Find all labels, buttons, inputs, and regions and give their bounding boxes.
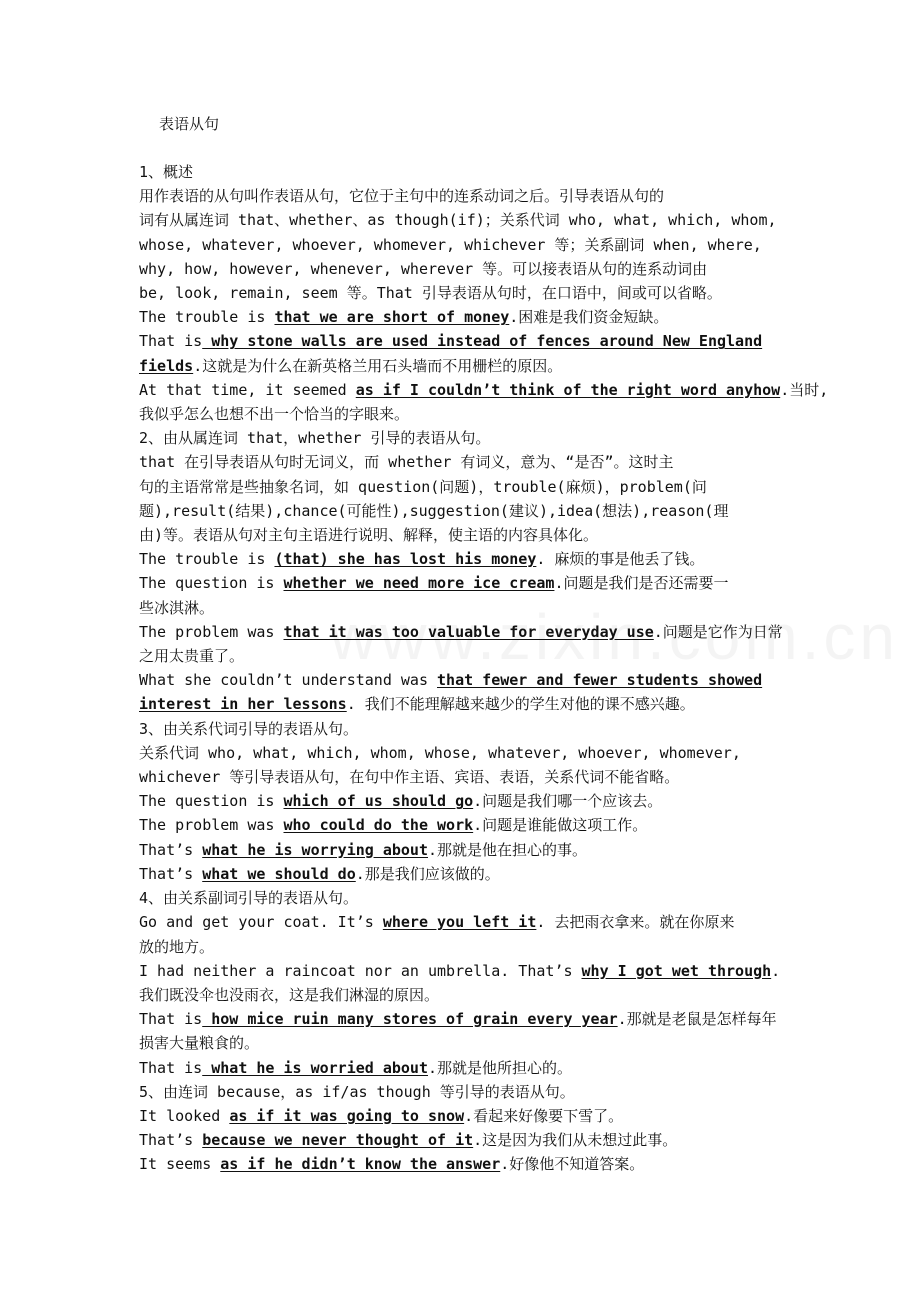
text-line	[139, 1152, 789, 1176]
text-segment: At that time, it seemed	[139, 380, 356, 399]
text-line	[139, 692, 789, 716]
text-segment: That is	[139, 1058, 203, 1077]
text-line	[139, 959, 789, 983]
underlined-clause: (that) she has lost his money	[274, 550, 537, 569]
text-line	[139, 596, 789, 620]
text-segment: 词有从属连词 that、whether、as though(if)；关系代词 who, what, which, whom,	[139, 211, 777, 230]
text-segment: 1、概述	[139, 163, 194, 181]
text-line	[139, 329, 789, 353]
underlined-clause: because we never thought of it	[202, 1131, 474, 1150]
text-segment: Go and get your coat. It’s	[139, 913, 383, 932]
text-segment: .问题是它作为日常	[653, 622, 783, 641]
text-line	[139, 281, 789, 305]
underlined-clause: whether we need more ice cream	[283, 574, 555, 593]
text-line	[139, 402, 789, 426]
text-segment: I had neither a raincoat nor an umbrella. That’s	[139, 961, 582, 980]
text-line	[139, 184, 789, 208]
text-line	[139, 208, 789, 232]
text-line	[139, 571, 789, 595]
text-line	[139, 741, 789, 765]
underlined-clause: why I got wet through	[581, 961, 772, 980]
text-line	[139, 1104, 789, 1128]
text-line	[139, 233, 789, 257]
text-segment: .问题是我们是否还需要一	[554, 574, 729, 593]
text-segment: The problem was	[139, 622, 284, 641]
text-segment: The trouble is	[139, 550, 275, 569]
text-line	[139, 862, 789, 886]
text-segment: That’s	[139, 1131, 203, 1150]
text-segment: . 我们不能理解越来越少的学生对他的课不感兴趣。	[346, 695, 695, 714]
document-title: 表语从句	[159, 115, 220, 133]
text-segment: 用作表语的从句叫作表语从句，它位于主句中的连系动词之后。引导表语从句的	[139, 187, 665, 206]
text-segment: 3、由关系代词引导的表语从句。	[139, 719, 359, 738]
underlined-clause: interest in her lessons	[139, 695, 347, 714]
text-segment: 句的主语常常是些抽象名词，如 question(问题)，trouble(麻烦)，problem(问	[139, 477, 707, 496]
text-line	[139, 354, 789, 378]
text-line	[139, 305, 789, 329]
text-segment: . 去把雨衣拿来。就在你原来	[536, 913, 735, 932]
text-segment: .当时,	[780, 380, 829, 399]
text-line	[139, 838, 789, 862]
text-segment: .困难是我们资金短缺。	[509, 308, 669, 327]
text-line	[139, 1031, 789, 1055]
document-body	[139, 160, 829, 1177]
underlined-clause: which of us should go	[283, 792, 474, 811]
text-segment: 4、由关系副词引导的表语从句。	[139, 889, 359, 908]
text-line	[139, 789, 789, 813]
text-line	[139, 1128, 789, 1152]
text-segment: It seems	[139, 1155, 221, 1174]
text-segment: The problem was	[139, 816, 284, 835]
text-line	[139, 1056, 789, 1080]
text-segment: .那是我们应该做的。	[355, 864, 500, 883]
text-segment: 放的地方。	[139, 937, 215, 956]
text-segment: why, how, however, whenever, wherever 等。可以接表语从句的连系动词由	[139, 259, 708, 278]
underlined-clause: that it was too valuable for everyday use	[283, 622, 654, 641]
text-line	[139, 620, 789, 644]
text-segment: 题),result(结果),chance(可能性),suggestion(建议),idea(想法),reason(理	[139, 501, 729, 520]
text-segment: That’s	[139, 840, 203, 859]
text-segment: .这就是为什么在新英格兰用石头墙而不用栅栏的原因。	[193, 356, 563, 375]
text-segment: It looked	[139, 1106, 230, 1125]
text-segment: 些冰淇淋。	[139, 598, 215, 617]
text-segment: that 在引导表语从句时无词义，而 whether 有词义，意为、“是否”。这时主	[139, 453, 674, 472]
text-line	[139, 644, 789, 668]
text-segment: What she couldn’t understand was	[139, 671, 438, 690]
underlined-clause: what we should do	[202, 864, 356, 883]
text-segment: .问题是谁能做这项工作。	[473, 816, 648, 835]
text-segment: That’s	[139, 864, 203, 883]
text-segment: .这是因为我们从未想过此事。	[473, 1131, 678, 1150]
underlined-clause: that fewer and fewer students showed	[437, 671, 763, 690]
text-segment: 我们既没伞也没雨衣，这是我们淋湿的原因。	[139, 985, 440, 1004]
text-segment: .那就是他所担心的。	[428, 1058, 573, 1077]
text-segment: 由)等。表语从句对主句主语进行说明、解释，使主语的内容具体化。	[139, 526, 599, 545]
text-line	[139, 668, 789, 692]
text-segment: 2、由从属连词 that，whether 引导的表语从句。	[139, 429, 491, 448]
text-segment: 5、由连词 because，as if/as though 等引导的表语从句。	[139, 1082, 575, 1101]
text-segment: 损害大量粮食的。	[139, 1034, 260, 1053]
text-line	[139, 910, 789, 934]
text-line	[139, 1080, 789, 1104]
text-segment: . 麻烦的事是他丢了钱。	[536, 550, 705, 569]
underlined-clause: why stone walls are used instead of fences around New England	[202, 332, 763, 351]
underlined-clause: fields	[139, 356, 194, 375]
text-line	[139, 1007, 789, 1031]
text-segment: .问题是我们哪一个应该去。	[473, 792, 663, 811]
underlined-clause: how mice ruin many stores of grain every year	[202, 1010, 618, 1029]
underlined-clause: who could do the work	[283, 816, 474, 835]
underlined-clause: what he is worrying about	[202, 840, 428, 859]
text-line	[139, 813, 789, 837]
underlined-clause: as if he didn’t know the answer	[220, 1155, 501, 1174]
underlined-clause: that we are short of money	[274, 308, 510, 327]
text-line	[139, 765, 789, 789]
text-line	[139, 935, 789, 959]
text-line	[139, 983, 789, 1007]
text-segment: The question is	[139, 574, 284, 593]
text-segment: 我似乎怎么也想不出一个恰当的字眼来。	[139, 405, 410, 424]
text-segment: That is	[139, 1010, 203, 1029]
text-segment: The trouble is	[139, 308, 275, 327]
underlined-clause: as if I couldn’t think of the right word anyhow	[355, 380, 781, 399]
text-segment: 关系代词 who, what, which, whom, whose, whatever, whoever, whomever,	[139, 743, 741, 762]
text-segment: .好像他不知道答案。	[500, 1155, 645, 1174]
text-segment: .	[771, 961, 781, 980]
underlined-clause: where you left it	[382, 913, 537, 932]
text-segment: be, look, remain, seem 等。That 引导表语从句时，在口语中，间或可以省略。	[139, 284, 722, 303]
text-line	[139, 886, 789, 910]
text-segment: .那就是老鼠是怎样每年	[617, 1010, 777, 1029]
text-segment: whichever 等引导表语从句，在句中作主语、宾语、表语，关系代词不能省略。	[139, 768, 680, 787]
text-line	[139, 426, 789, 450]
text-line	[139, 378, 829, 402]
text-line	[139, 499, 789, 523]
underlined-clause: what he is worried about	[202, 1058, 428, 1077]
text-line	[139, 160, 789, 184]
text-line	[139, 523, 789, 547]
text-segment: .那就是他在担心的事。	[428, 840, 588, 859]
text-line	[139, 257, 789, 281]
text-line	[139, 475, 789, 499]
text-segment: whose, whatever, whoever, whomever, whichever 等；关系副词 when, where,	[139, 235, 762, 254]
text-segment: That is	[139, 332, 203, 351]
document-page	[139, 112, 829, 1177]
text-segment: The question is	[139, 792, 284, 811]
text-segment: .看起来好像要下雪了。	[464, 1106, 624, 1125]
text-line	[139, 450, 789, 474]
text-segment: 之用太贵重了。	[139, 647, 245, 666]
text-line	[139, 717, 789, 741]
text-line	[139, 547, 789, 571]
underlined-clause: as if it was going to snow	[229, 1106, 465, 1125]
